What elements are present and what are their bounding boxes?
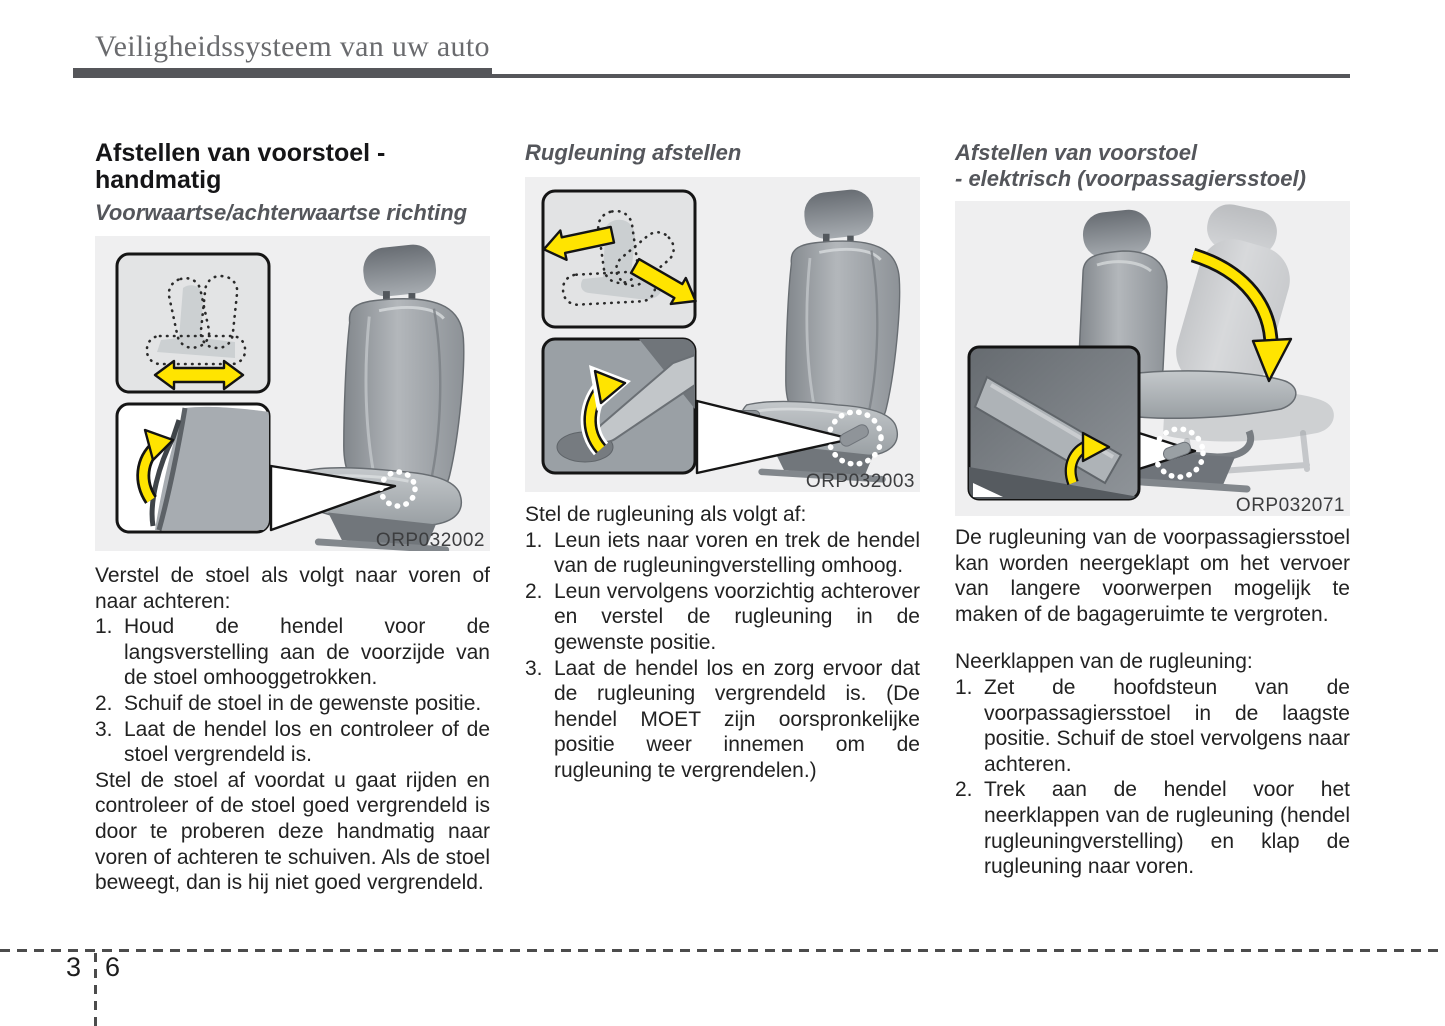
heading-line: Afstellen van voorstoel - <box>95 139 386 167</box>
figure-seat-fold <box>955 201 1350 516</box>
footer-rule <box>0 949 1445 952</box>
step-list <box>525 528 920 784</box>
body-paragraph: Stel de stoel af voordat u gaat rijden en controleer of de stoel goed vergrendeld is door te proberen deze handmatig naar voren of achteren te schuiven. Als de stoel beweegt, dan is hij niet goed vergrendeld. <box>95 768 490 895</box>
body-paragraph: Verstel de stoel als volgt naar voren of naar achteren: <box>95 564 490 613</box>
page-number: 6 <box>105 952 121 982</box>
heading-line: - elektrisch (voorpassagiersstoel) <box>955 166 1306 191</box>
section-heading-backrest: Rugleuning afstellen <box>525 140 742 165</box>
column-backrest-adjust <box>525 140 920 784</box>
step-item: 2. Leun vervolgens voorzichtig achterover en verstel de rugleuning in de gewenste positie. <box>525 579 920 654</box>
figure-seat-slide <box>95 236 490 551</box>
page-title: Veiligheidssysteem van uw auto <box>95 30 490 63</box>
step-item: 3. Laat de hendel los en zorg ervoor dat de rugleuning vergrendeld is. (De hendel MOET zijn oorspronkelijke positie weer innemen om de rugleuning te vergrendelen.) <box>525 656 920 782</box>
lever-closeup-inset <box>117 404 269 532</box>
step-list <box>95 614 490 768</box>
step-item: 1. Leun iets naar voren en trek de hendel van de rugleuningverstelling omhoog. <box>525 528 920 578</box>
figure-label: ORP032071 <box>1235 495 1345 516</box>
recline-diagram-inset <box>541 191 703 327</box>
step-item: 1. Houd de hendel voor de langsverstelling aan de voorzijde van de stoel omhooggetrokken. <box>95 615 490 690</box>
subheading-slide-direction: Voorwaartse/achterwaartse richting <box>95 200 468 225</box>
step-item: 3. Laat de hendel los en controleer of de stoel vergrendeld is. <box>95 717 490 767</box>
column-electric-adjust <box>955 140 1350 880</box>
heading-line: handmatig <box>95 166 222 194</box>
figure-backrest-recline <box>525 177 920 492</box>
step-list <box>955 675 1350 880</box>
step-item: 1. Zet de hoofdsteun van de voorpassagiersstoel in de laagste positie. Schuif de stoel vervolgens naar achteren. <box>955 675 1350 776</box>
step-item: 2. Trek aan de hendel voor het neerklappen van de rugleuning (hendel rugleuningverstelling) en klap de rugleuning naar voren. <box>955 778 1350 879</box>
lever-closeup-inset <box>543 339 695 473</box>
slide-diagram-inset <box>117 254 269 392</box>
body-paragraph: Stel de rugleuning als volgt af: <box>525 503 807 526</box>
step-item: 2. Schuif de stoel in de gewenste positie. <box>95 691 482 715</box>
column-manual-adjust <box>95 140 490 896</box>
footer-divider <box>94 953 97 1026</box>
fold-subheading: Neerklappen van de rugleuning: <box>955 650 1253 674</box>
header-rule <box>492 74 1350 78</box>
figure-label: ORP032002 <box>375 530 485 551</box>
title-underline-bar <box>73 68 492 78</box>
body-paragraph: De rugleuning van de voorpassagiersstoel kan worden neergeklapt om het vervoer van langere voorwerpen mogelijk te maken of de bagageruimte te vergroten. <box>955 526 1350 626</box>
chapter-number: 3 <box>66 952 82 982</box>
section-heading-manual <box>95 140 490 194</box>
section-heading-electric <box>955 140 1350 192</box>
heading-line: Afstellen van voorstoel <box>955 140 1198 165</box>
lever-closeup-inset <box>969 347 1139 499</box>
figure-label: ORP032003 <box>805 471 915 492</box>
